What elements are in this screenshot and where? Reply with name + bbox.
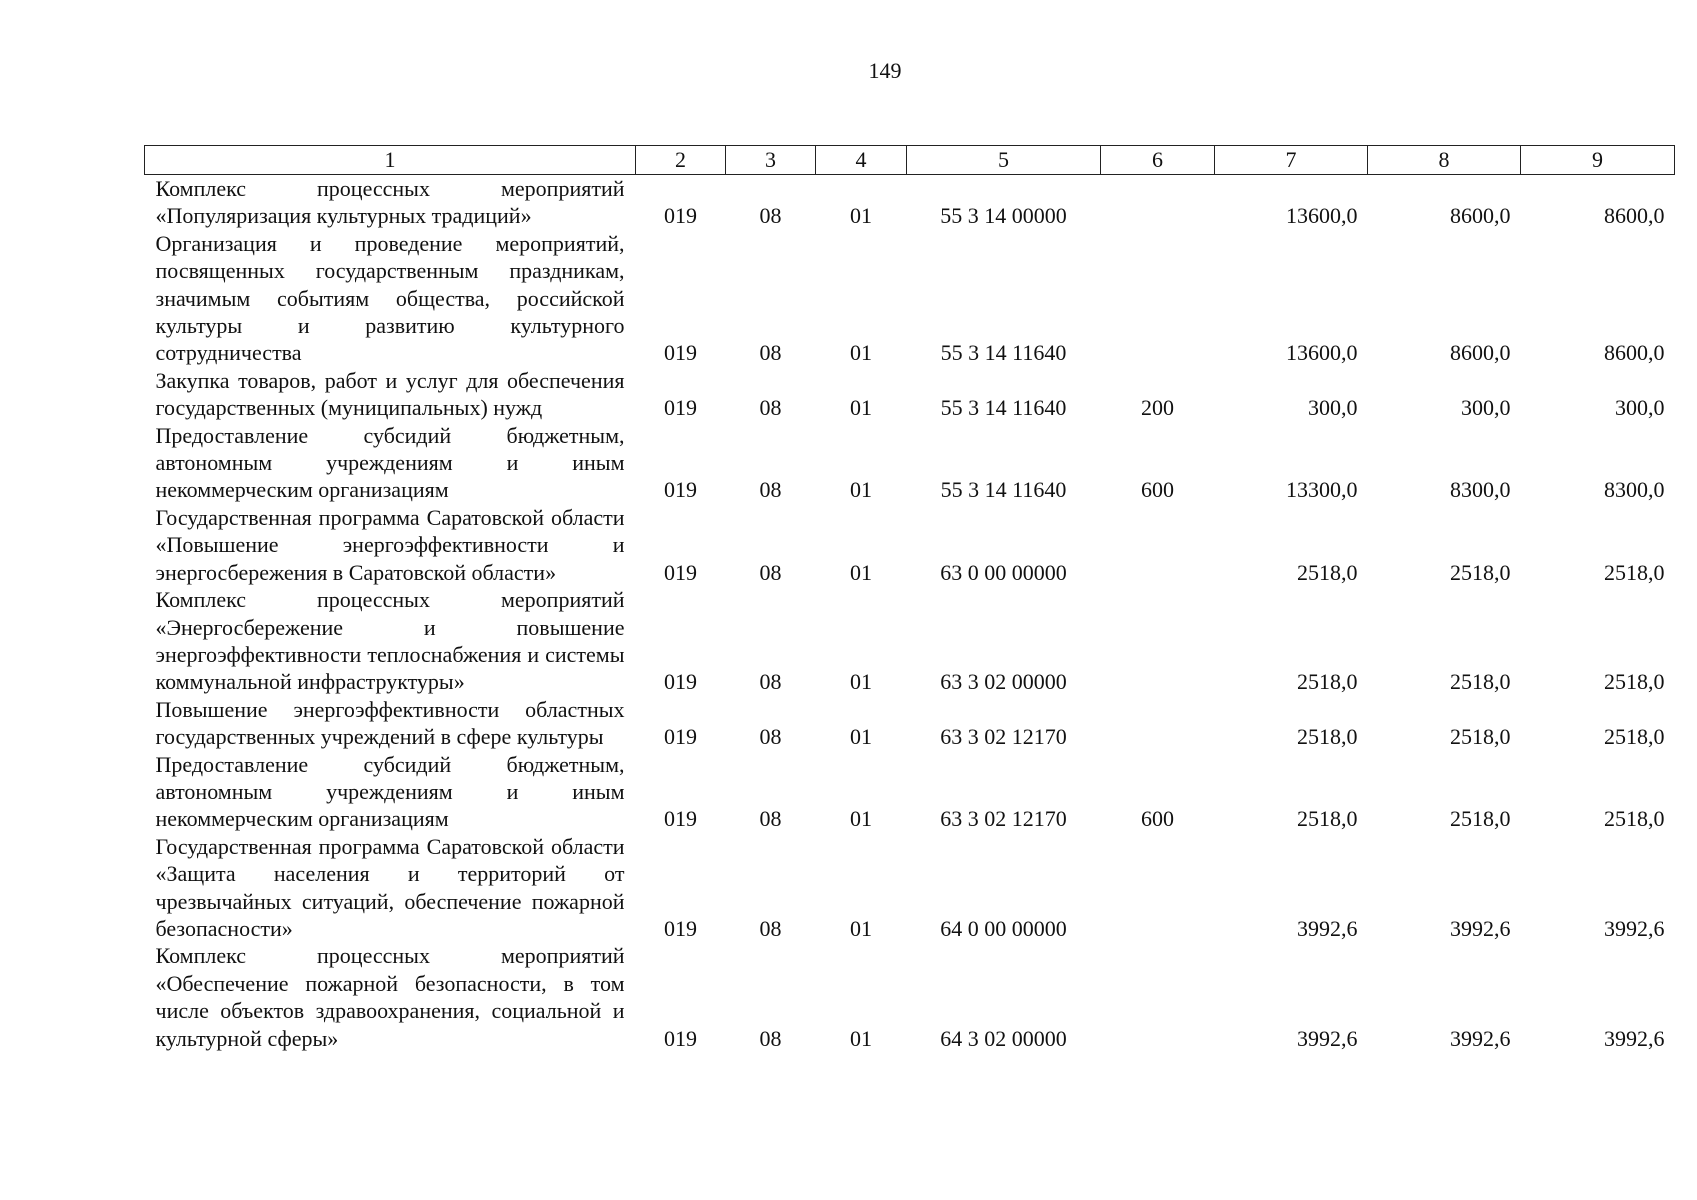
- row-col-6: 200: [1141, 395, 1174, 421]
- row-col-8: 8600,0: [1450, 203, 1511, 229]
- row-col-6: [1101, 504, 1215, 586]
- row-col-2: 019: [664, 203, 697, 229]
- row-col-7: 13300,0: [1286, 477, 1358, 503]
- row-col-3: 08: [759, 395, 782, 421]
- row-col-2: 019: [664, 477, 697, 503]
- row-name: Предоставление субсидий бюджетным, автономным учреждениям и иным некоммерческим организациям: [155, 751, 625, 832]
- row-col-6: 600: [1141, 806, 1174, 832]
- row-col-3: 08: [759, 203, 782, 229]
- table-row: [145, 175, 1675, 230]
- row-col-7: 2518,0: [1297, 724, 1358, 750]
- row-col-2: 019: [664, 806, 697, 832]
- row-name: Государственная программа Саратовской области «Повышение энергоэффективности и энергосбережения в Саратовской области»: [155, 504, 625, 585]
- row-col-9: 2518,0: [1604, 559, 1665, 585]
- row-col-8: 3992,6: [1450, 915, 1511, 941]
- row-col-9: 300,0: [1615, 395, 1665, 421]
- row-col-5: 63 3 02 12170: [940, 724, 1067, 750]
- header-col-3: 3: [726, 146, 816, 175]
- row-col-3: 08: [759, 559, 782, 585]
- table-row: [145, 230, 1675, 367]
- row-col-4: 01: [850, 477, 872, 503]
- header-row: [145, 146, 1675, 175]
- table-row: [145, 422, 1675, 504]
- row-col-9: 2518,0: [1604, 669, 1665, 695]
- row-col-5: 63 3 02 00000: [940, 669, 1067, 695]
- table-row: [145, 833, 1675, 943]
- row-col-5: 64 3 02 00000: [940, 1025, 1067, 1051]
- header-col-1: 1: [145, 146, 636, 175]
- row-col-6: [1101, 586, 1215, 696]
- row-col-6: 600: [1141, 477, 1174, 503]
- row-col-5: 55 3 14 11640: [940, 340, 1067, 366]
- row-col-8: 2518,0: [1450, 806, 1511, 832]
- row-col-5: 63 0 00 00000: [940, 559, 1067, 585]
- row-col-9: 2518,0: [1604, 806, 1665, 832]
- row-name: Комплекс процессных мероприятий «Энергосбережение и повышение энергоэффективности теплоснабжения и системы коммунальной инфраструктуры»: [155, 587, 625, 695]
- table-row: [145, 367, 1675, 422]
- row-col-8: 300,0: [1461, 395, 1511, 421]
- row-col-7: 13600,0: [1286, 340, 1358, 366]
- row-col-7: 13600,0: [1286, 203, 1358, 229]
- row-col-2: 019: [664, 915, 697, 941]
- row-col-4: 01: [850, 395, 872, 421]
- row-col-2: 019: [664, 724, 697, 750]
- row-col-8: 8600,0: [1450, 340, 1511, 366]
- row-col-6: [1101, 942, 1215, 1052]
- row-col-3: 08: [759, 669, 782, 695]
- header-col-8: 8: [1368, 146, 1521, 175]
- row-col-9: 8600,0: [1604, 203, 1665, 229]
- row-name: Комплекс процессных мероприятий «Обеспечение пожарной безопасности, в том числе объектов здравоохранения, социальной и культурной сферы»: [155, 943, 625, 1051]
- row-col-6: [1101, 696, 1215, 751]
- header-col-5: 5: [907, 146, 1101, 175]
- row-col-8: 2518,0: [1450, 669, 1511, 695]
- header-col-7: 7: [1215, 146, 1368, 175]
- row-col-7: 2518,0: [1297, 806, 1358, 832]
- row-col-5: 63 3 02 12170: [940, 806, 1067, 832]
- budget-table: [144, 145, 1675, 1052]
- header-col-9: 9: [1521, 146, 1675, 175]
- row-col-2: 019: [664, 1025, 697, 1051]
- row-col-9: 3992,6: [1604, 1025, 1665, 1051]
- row-col-7: 3992,6: [1297, 915, 1358, 941]
- row-name: Предоставление субсидий бюджетным, автономным учреждениям и иным некоммерческим организациям: [155, 422, 625, 503]
- row-col-3: 08: [759, 806, 782, 832]
- row-col-7: 3992,6: [1297, 1025, 1358, 1051]
- header-col-2: 2: [636, 146, 726, 175]
- row-col-4: 01: [850, 1025, 872, 1051]
- row-col-4: 01: [850, 806, 872, 832]
- row-col-7: 2518,0: [1297, 669, 1358, 695]
- row-col-8: 2518,0: [1450, 559, 1511, 585]
- row-col-9: 8600,0: [1604, 340, 1665, 366]
- row-col-6: [1101, 833, 1215, 943]
- row-name: Повышение энергоэффективности областных государственных учреждений в сфере культуры: [155, 696, 625, 750]
- row-col-2: 019: [664, 559, 697, 585]
- table-row: [145, 751, 1675, 833]
- row-col-2: 019: [664, 340, 697, 366]
- row-col-5: 55 3 14 11640: [940, 477, 1067, 503]
- row-name: Комплекс процессных мероприятий «Популяризация культурных традиций»: [155, 176, 625, 229]
- row-col-4: 01: [850, 203, 872, 229]
- row-col-4: 01: [850, 559, 872, 585]
- row-col-4: 01: [850, 915, 872, 941]
- row-col-9: 8300,0: [1604, 477, 1665, 503]
- row-col-7: 300,0: [1308, 395, 1358, 421]
- row-col-4: 01: [850, 340, 872, 366]
- page-number: 149: [868, 58, 902, 83]
- row-col-6: [1101, 175, 1215, 230]
- row-col-9: 3992,6: [1604, 915, 1665, 941]
- row-col-9: 2518,0: [1604, 724, 1665, 750]
- table-row: [145, 586, 1675, 696]
- row-col-8: 3992,6: [1450, 1025, 1511, 1051]
- row-col-7: 2518,0: [1297, 559, 1358, 585]
- row-col-3: 08: [759, 340, 782, 366]
- row-name: Организация и проведение мероприятий, посвященных государственным праздникам, значимым событиям общества, российской культуры и развитию культурного сотрудничества: [155, 230, 625, 366]
- row-col-8: 2518,0: [1450, 724, 1511, 750]
- row-col-8: 8300,0: [1450, 477, 1511, 503]
- header-col-4: 4: [816, 146, 907, 175]
- row-col-4: 01: [850, 724, 872, 750]
- row-name: Закупка товаров, работ и услуг для обеспечения государственных (муниципальных) нужд: [155, 367, 625, 421]
- row-col-3: 08: [759, 477, 782, 503]
- row-col-5: 55 3 14 00000: [940, 203, 1067, 229]
- header-col-6: 6: [1101, 146, 1215, 175]
- row-name: Государственная программа Саратовской области «Защита населения и территорий от чрезвычайных ситуаций, обеспечение пожарной безопасности»: [155, 833, 625, 941]
- table-row: [145, 942, 1675, 1052]
- row-col-3: 08: [759, 724, 782, 750]
- row-col-5: 64 0 00 00000: [940, 915, 1067, 941]
- row-col-3: 08: [759, 915, 782, 941]
- row-col-6: [1101, 230, 1215, 367]
- table-row: [145, 504, 1675, 586]
- row-col-3: 08: [759, 1025, 782, 1051]
- table-row: [145, 696, 1675, 751]
- row-col-2: 019: [664, 669, 697, 695]
- row-col-5: 55 3 14 11640: [940, 395, 1067, 421]
- row-col-2: 019: [664, 395, 697, 421]
- row-col-4: 01: [850, 669, 872, 695]
